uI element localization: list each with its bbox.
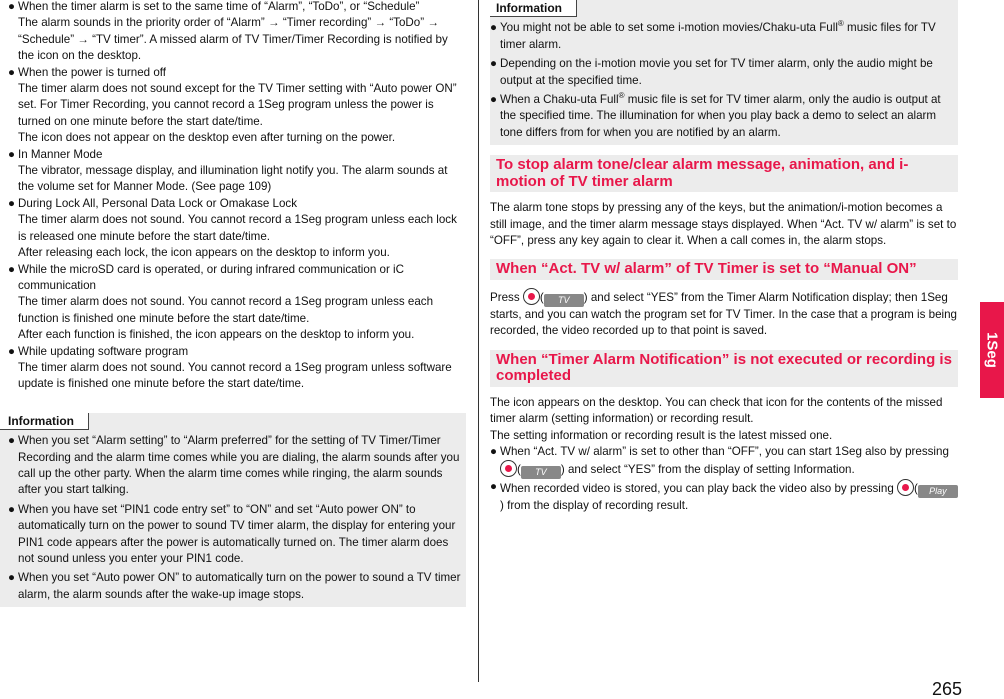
center-key-icon [500, 460, 517, 477]
info-item: ● When a Chaku-uta Full® music file is set for TV timer alarm, only the audio is output at the specified time. The illumination for when you play back a demo to select an alarm tone differs from for when you are notified by an alarm. [490, 91, 941, 139]
paragraph: Press ( TV ) and select “YES” from the Timer Alarm Notification display; then 1Seg starts, and you can watch the program set for TV Timer. In the case that a program is being recorded, the video recorded up to that point is saved. [490, 288, 958, 340]
list-item: ● While the microSD card is operated, or during infrared communication or iC communication The timer alarm does not sound. You cannot record a 1Seg program unless each function is finished one minute before the start date/time. After each function is finished, the icon appears on the desktop to inform you. [8, 262, 434, 342]
section-side-tab [980, 302, 1004, 398]
paragraph: The icon appears on the desktop. You can check that icon for the contents of the missed timer alarm (setting information) or recording result. [490, 395, 943, 426]
list-item: ● When “Act. TV w/ alarm” is set to other than “OFF”, you can start 1Seg also by pressing ( TV ) and select “YES” from the display of setting Information. [490, 445, 949, 478]
tv-softkey-icon: TV [544, 294, 584, 307]
info-item: ● When you set “Alarm setting” to “Alarm preferred” for the setting of TV Timer/Timer Recording and the alarm time comes while you are dialing, the alarm sounds after you call up the other party. When the alarm time comes while ringing, the alarm sounds after you start talking. [8, 434, 460, 497]
list-item: ● While updating software program The timer alarm does not sound. You cannot record a 1Seg program unless software update is finished one minute before the start date/time. [8, 344, 452, 391]
center-key-icon [897, 479, 914, 496]
page-number: 265 [932, 679, 963, 699]
list-item: ● When the timer alarm is set to the same time of “Alarm”, “ToDo”, or “Schedule” The alarm sounds in the priority order of “Alarm” → “Timer recording” → “ToDo” → “Schedule” → “TV timer”. A missed alarm of TV Timer/Timer Recording is notified by the icon on the desktop. [8, 0, 448, 63]
list-item: ● When recorded video is stored, you can play back the video also by pressing ( Play) from the display of recording result. [490, 479, 958, 514]
information-label: Information [0, 413, 89, 430]
information-box [490, 0, 958, 145]
tv-softkey-icon: TV [521, 466, 561, 479]
column-divider [478, 0, 479, 682]
right-column [490, 0, 958, 515]
paragraph: The setting information or recording result is the latest missed one. [490, 428, 833, 442]
info-item: ● When you set “Auto power ON” to automatically turn on the power to sound a TV timer alarm, the alarm sounds after the wake-up image stops. [8, 571, 461, 601]
info-item: ● Depending on the i-motion movie you set for TV timer alarm, only the audio might be output at the specified time. [490, 57, 933, 87]
section-heading: When “Timer Alarm Notification” is not executed or recording is completed [490, 350, 958, 387]
list-item: ● During Lock All, Personal Data Lock or Omakase Lock The timer alarm does not sound. You cannot record a 1Seg program unless each lock is released one minute before the start date/time. After releasing each lock, the icon appears on the desktop to inform you. [8, 196, 457, 260]
list-item: ● In Manner Mode The vibrator, message display, and illumination light notify you. The alarm sounds at the volume set for Manner Mode. (See page 109) [8, 147, 448, 194]
center-key-icon [523, 288, 540, 305]
paragraph: The alarm tone stops by pressing any of the keys, but the animation/i-motion becomes a still image, and the timer alarm message stays displayed. When “Act. TV w/ alarm” is set to “OFF”, press any key again to clear it. When a call comes in, the alarm stops. [490, 201, 957, 248]
list-item: ● When the power is turned off The timer alarm does not sound except for the TV Timer setting with “Auto power ON” set. For Timer Recording, you cannot record a 1Seg program unless the power is turned on one minute before the start date/time. The icon does not appear on the desktop even after turning on the power. [8, 65, 457, 145]
info-item: ● You might not be able to set some i-motion movies/Chaku-uta Full® music files for TV timer alarm. [490, 19, 936, 51]
side-tab-label: 1Seg [983, 332, 1001, 368]
left-column [8, 0, 466, 607]
play-softkey-icon: Play [918, 485, 958, 498]
information-box [0, 413, 466, 607]
section-heading: When “Act. TV w/ alarm” of TV Timer is set to “Manual ON” [490, 259, 958, 280]
info-item: ● When you have set “PIN1 code entry set” to “ON” and set “Auto power ON” to automatically turn on the power to sound TV timer alarm, the display for entering your PIN1 code appears after the power is automatically turned on. The timer alarm does not sound unless you enter your PIN1 code. [8, 502, 456, 565]
information-label: Information [490, 0, 577, 17]
section-heading: To stop alarm tone/clear alarm message, animation, and i-motion of TV timer alarm [490, 155, 958, 192]
